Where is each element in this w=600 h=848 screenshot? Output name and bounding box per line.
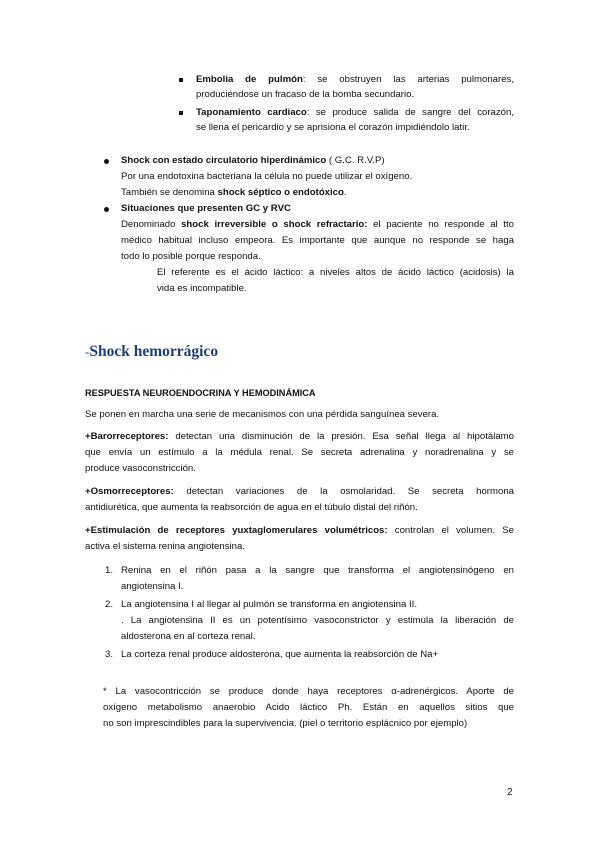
bullet-embolia-cont: produciéndose un fracaso de la bomba secundario.: [196, 89, 415, 100]
step-number: 2.: [105, 599, 114, 610]
yuxta-line2: activa el sistema renina angiotensina.: [85, 541, 245, 552]
situations-line3: médico habitual incluso empeora. Es importante que aunque no responde se haga: [121, 235, 514, 246]
step-2-line3: aldosterona en al corteza renal.: [121, 631, 256, 642]
bullet-taponamiento-cont: se llena el pericardio y se aprisiona el corazón impidiéndolo latir.: [196, 122, 470, 133]
step-2-line1: La angiotensina I al llegar al pulmón se transforma en angiotensina II.: [121, 599, 417, 610]
baro-line3: produce vasoconstricción.: [85, 463, 196, 474]
square-bullet-icon: [179, 111, 183, 115]
hyperdynamic-line3: También se denomina shock séptico o endotóxico.: [121, 187, 347, 198]
square-bullet-icon: [179, 78, 183, 82]
round-bullet-icon: [104, 159, 109, 164]
baro-line2: que envía un estímulo a la médula renal. Se secreta adrenalina y noradrenalina y se: [85, 447, 514, 458]
situations-line2: Denominado shock irreversible o shock refractario: el paciente no responde al tto: [121, 219, 514, 230]
step-number: 1.: [105, 565, 114, 576]
bullet-embolia: Embolia de pulmón: se obstruyen las arterias pulmonares,: [196, 74, 514, 85]
round-bullet-icon: [104, 207, 109, 212]
step-3-line1: La corteza renal produce aldosterona, que aumenta la reabsorción de Na+: [121, 649, 439, 660]
situations-line5: El referente es el ácido láctico: a niveles altos de ácido láctico (acidosis) la: [157, 267, 514, 278]
baro-line1: +Barorreceptores: detectan una disminución de la presión. Esa señal llega al hipotálamo: [85, 431, 514, 442]
intro-paragraph: Se ponen en marcha una serie de mecanismos con una pérdida sanguínea severa.: [85, 409, 440, 420]
hyperdynamic-line2: Por una endotoxina bacteriana la célula no puede utilizar el oxígeno.: [121, 171, 413, 182]
step-1-line1: Renina en el riñón pasa a la sangre que transforma el angiotensinógeno en: [121, 565, 514, 576]
subheading: RESPUESTA NEUROENDOCRINA Y HEMODINÁMICA: [85, 388, 316, 398]
section-heading: -Shock hemorrágico: [85, 343, 219, 360]
step-number: 3.: [105, 649, 114, 660]
step-2-line2: . La angiotensina II es un potentísimo vasoconstrictor y estimula la liberación de: [121, 615, 514, 626]
note-line1: * La vasocontricción se produce donde haya receptores α-adrenérgicos. Aporte de: [103, 686, 514, 697]
page-number: 2: [507, 787, 513, 798]
situations-line4: todo lo posible porque responda.: [121, 251, 261, 262]
note-line2: oxígeno metabolismo anaerobio Acido láctico Ph. Están en aquellos sitios que: [103, 702, 514, 713]
situations-heading: Situaciones que presenten GC y RVC: [121, 203, 291, 214]
hyperdynamic-heading: Shock con estado circulatorio hiperdinámico ( G.C. R.V.P): [121, 155, 385, 166]
bullet-taponamiento: Taponamiento cardiaco: se produce salida de sangre del corazón,: [196, 107, 515, 118]
note-line3: no son imprescindibles para la supervivencia. (piel o territorio esplácnico por ejemplo): [103, 718, 468, 729]
osmo-line2: antidiurética, que aumenta la reabsorción de agua en el túbulo distal del riñón.: [85, 502, 418, 513]
yuxta-line1: +Estimulación de receptores yuxtaglomerulares volumétricos: controlan el volumen. Se: [85, 525, 514, 536]
step-1-line2: angiotensina I.: [121, 581, 184, 592]
situations-line6: vida es incompatible.: [157, 283, 247, 294]
osmo-line1: +Osmorreceptores: detectan variaciones de la osmolaridad. Se secreta hormona: [85, 486, 514, 497]
